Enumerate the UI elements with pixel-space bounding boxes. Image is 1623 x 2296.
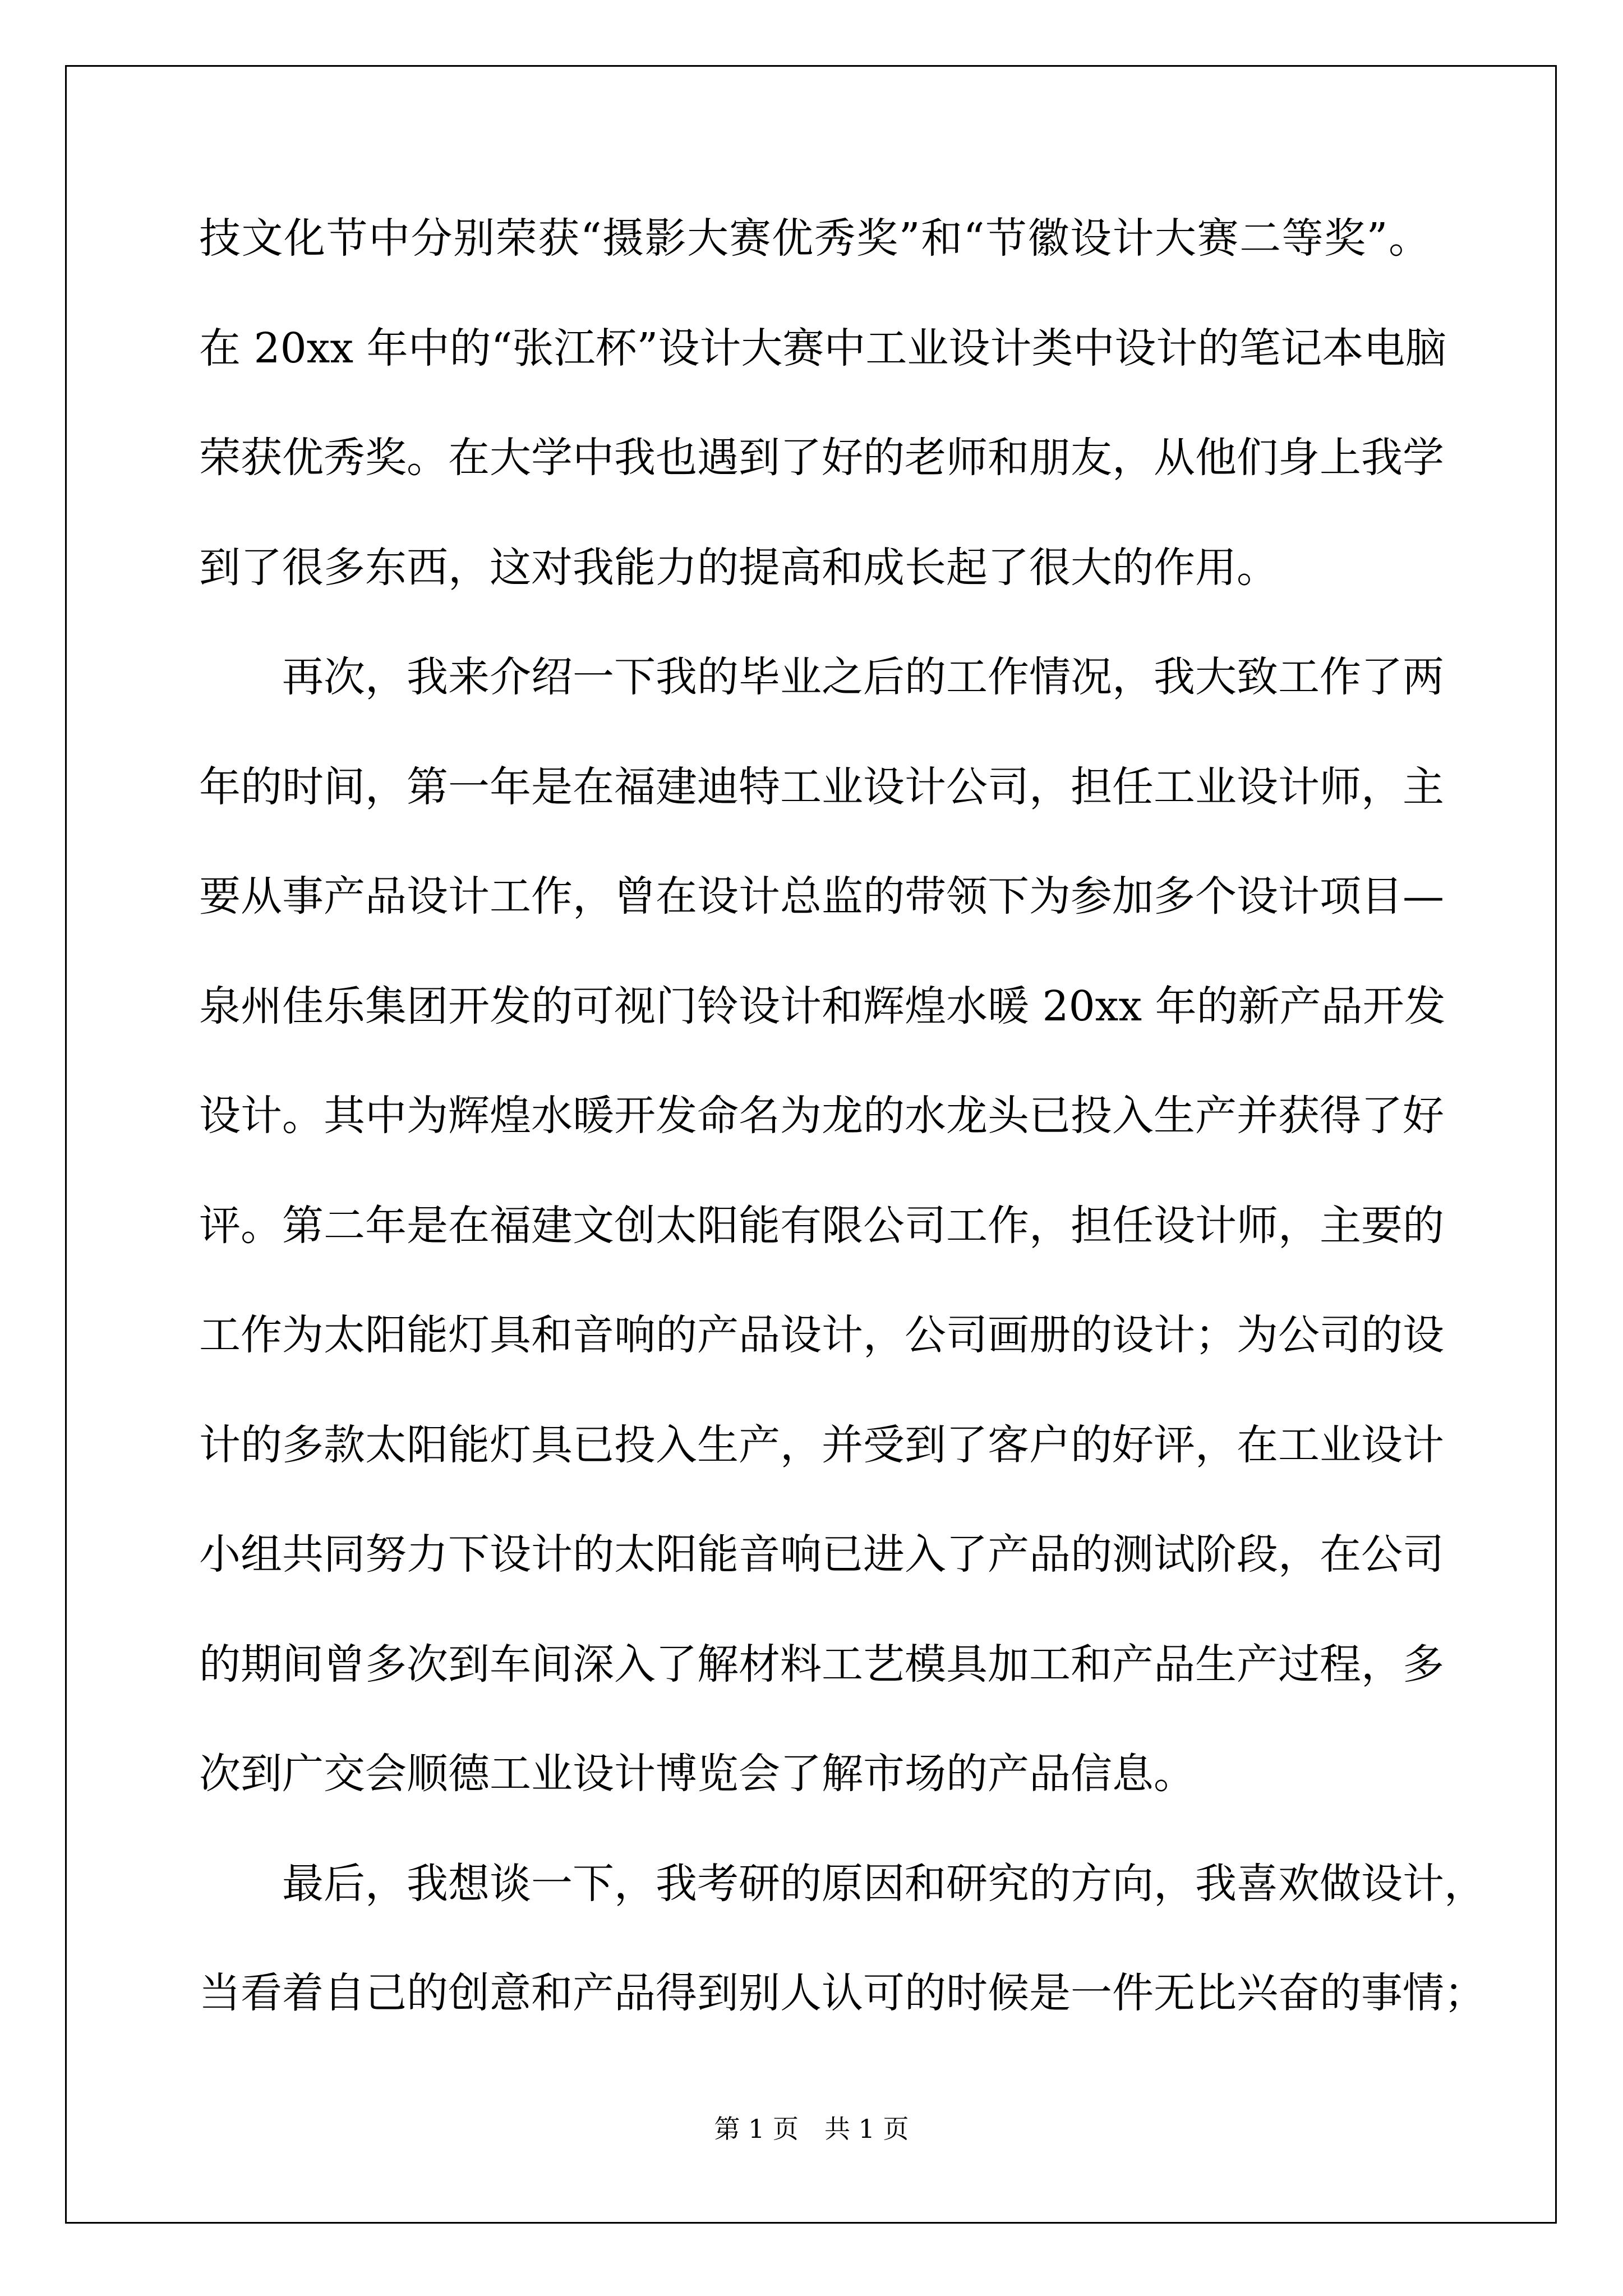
text-line: 荣获优秀奖。在大学中我也遇到了好的老师和朋友，从他们身上我学 — [199, 434, 1444, 482]
document-body — [199, 214, 1486, 2082]
text-line: 年的时间，第一年是在福建迪特工业设计公司，担任工业设计师，主 — [199, 762, 1444, 811]
text-line: 当看着自己的创意和产品得到别人认可的时候是一件无比兴奋的事情； — [199, 1969, 1486, 2017]
text-line: 工作为太阳能灯具和音响的产品设计，公司画册的设计；为公司的设 — [199, 1311, 1444, 1359]
text-line: 到了很多东西，这对我能力的提高和成长起了很大的作用。 — [199, 543, 1278, 592]
text-line: 的期间曾多次到车间深入了解材料工艺模具加工和产品生产过程，多 — [199, 1640, 1444, 1688]
page-number-footer: 第 1 页 共 1 页 — [714, 2114, 909, 2144]
text-line: 评。第二年是在福建文创太阳能有限公司工作，担任设计师，主要的 — [199, 1201, 1444, 1250]
text-line: 次到广交会顺德工业设计博览会了解市场的产品信息。 — [199, 1750, 1195, 1798]
text-line: 泉州佳乐集团开发的可视门铃设计和辉煌水暖 20xx 年的新产品开发 — [199, 982, 1446, 1030]
text-line: 小组共同努力下设计的太阳能音响已进入了产品的测试阶段，在公司 — [199, 1530, 1444, 1579]
text-line: 再次，我来介绍一下我的毕业之后的工作情况，我大致工作了两 — [282, 653, 1444, 701]
text-line: 设计。其中为辉煌水暖开发命名为龙的水龙头已投入生产并获得了好 — [199, 1092, 1444, 1140]
text-line: 在 20xx 年中的“张江杯”设计大赛中工业设计类中设计的笔记本电脑 — [199, 324, 1447, 372]
text-line: 要从事产品设计工作，曾在设计总监的带领下为参加多个设计项目— — [199, 872, 1444, 921]
text-line: 最后，我想谈一下，我考研的原因和研究的方向，我喜欢做设计， — [282, 1859, 1486, 1908]
text-line: 技文化节中分别荣获“摄影大赛优秀奖”和“节徽设计大赛二等奖”。 — [199, 214, 1430, 263]
text-line: 计的多款太阳能灯具已投入生产，并受到了客户的好评，在工业设计 — [199, 1420, 1444, 1469]
